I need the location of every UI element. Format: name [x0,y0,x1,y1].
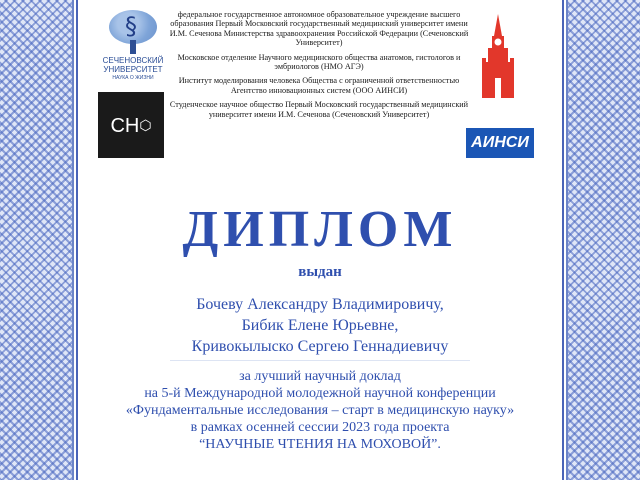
sechenov-university-logo [102,10,164,81]
organization-sechenov: федеральное государственное автономное образовательное учреждение высшего образования Первый Московский государственный медицинский университет имени И.М. Сеченова Министерства здравоохранения Российской Федерации (Сеченовский Университет) [169,10,469,48]
caduceus-snake-icon: § [125,12,137,40]
organizations-block [168,10,470,124]
sno-logo [98,92,164,158]
award-text [78,368,562,453]
organization-ainsi: Институт моделирования человека Общества с ограниченной ответственностью Агентство инновационных систем (ООО АИНСИ) [178,76,460,95]
organization-student-society: Студенческое научное общество Первый Московский государственный медицинский университет имени И.М. Сеченова (Сеченовский Университет) [169,100,469,119]
recipients-list [78,294,562,357]
organization-nmo-age: Московское отделение Научного медицинского общества анатомов, гистологов и эмбриологов (НМО АГЭ) [177,52,461,72]
university-name: СЕЧЕНОВСКИЙ УНИВЕРСИТЕТ [102,56,164,74]
diploma-title: ДИПЛОМ [182,201,458,258]
issued-label: выдан [298,264,342,280]
sno-logo-text: СН [110,115,140,137]
ainsi-logo: АИНСИ [466,128,534,158]
kremlin-tower-icon [476,14,520,98]
award-line: “НАУЧНЫЕ ЧТЕНИЯ НА МОХОВОЙ”. [199,437,441,452]
recipient-name: Бочеву Александру Владимировичу, [196,296,444,313]
award-line: в рамках осенней сессии 2023 года проекта [190,420,450,435]
award-line: на 5-й Международной молодежной научной конференции [144,386,496,401]
tree-icon [107,10,159,54]
university-motto: НАУКА О ЖИЗНИ [112,75,154,81]
award-line: «Фундаментальные исследования – старт в медицинскую науку» [125,403,515,418]
recipient-name: Кривокылыско Сергею Геннадиевичу [191,338,449,355]
divider [170,360,470,361]
hexagon-plus-icon: ⬡ [139,117,152,133]
award-line: за лучший научный доклад [239,369,401,384]
recipient-name: Бибик Елене Юрьевне, [241,317,399,334]
